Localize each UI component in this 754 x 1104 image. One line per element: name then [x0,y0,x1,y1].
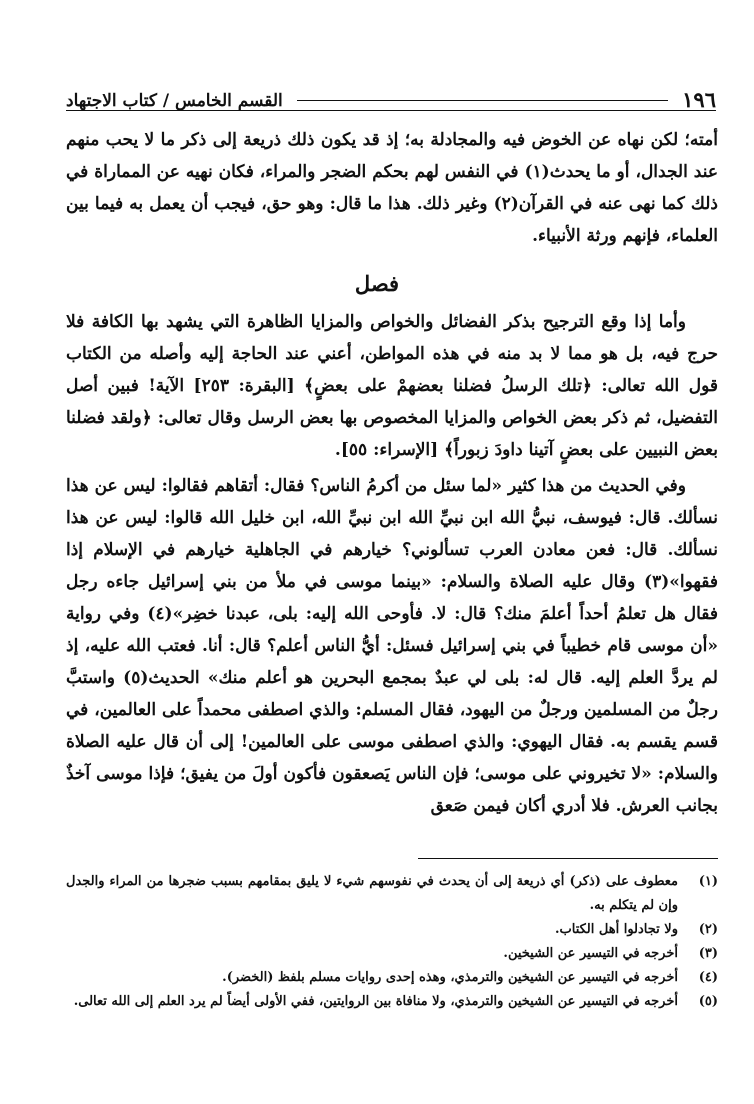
footnotes [66,870,718,1014]
footnote-2 [66,918,718,942]
running-title: القسم الخامس / كتاب الاجتهاد [66,91,283,111]
footnote-number: (٤) [698,970,718,985]
footnote-text: أخرجه في التيسير عن الشيخين. [503,946,678,961]
footnote-text: معطوف على (ذكر) أي ذريعة إلى أن يحدث في نفوسهم شيء لا يليق بمقامهم بسبب ضجرها من المراء والجدل وإن لم يتكلم به. [66,874,678,913]
paragraph-1: أمته؛ لكن نهاه عن الخوض فيه والمجادلة به؛ إذ قد يكون ذلك ذريعة إلى ذكر ما لا يحب منهم عند الجدال، أو ما يحدث(١) في النفس لهم بحكم الضجر والمراء، فكان نهيه عن المماراة في ذلك كما نهى عنه في القرآن(٢) وغير ذلك. هذا ما قال: وهو حق، فيجب أن يعمل به فيما بين العلماء، فإنهم ورثة الأنبياء. [66,130,718,246]
footnote-separator [418,858,718,859]
footnote-number: (٢) [698,922,718,937]
footnote-4 [66,966,718,990]
footnote-text: أخرجه في التيسير عن الشيخين والترمذي، وهذه إحدى روايات مسلم بلفظ (الخضر). [222,970,678,985]
footnote-text: أخرجه في التيسير عن الشيخين والترمذي، ولا منافاة بين الروايتين، ففي الأولى أيضاً لم يرد العلم إلى الله تعالى. [73,994,678,1009]
footnote-5 [66,990,718,1014]
footnote-number: (٥) [698,994,718,1009]
footnote-text: ولا تجادلوا أهل الكتاب. [554,922,678,937]
section-heading: فصل [354,271,400,296]
header-rule [297,100,668,101]
footnote-1 [66,870,718,918]
paragraph-3: وفي الحديث من هذا كثير «لما سئل من أكرمُ الناس؟ فقال: أتقاهم فقالوا: ليس عن هذا نسألك. قال: فيوسف، نبيُّ الله ابن نبيِّ الله ابن نبيِّ الله، ابن خليل الله قالوا: ليس عن هذا نسألك. قال: فعن معادن العرب تسألوني؟ خيارهم في الجاهلية خيارهم في الإسلام إذا فقهوا»(٣) وقال عليه الصلاة والسلام: «بينما موسى في ملأ من بني إسرائيل جاءه رجل فقال هل تعلمُ أحداً أعلمَ منك؟ قال: لا. فأوحى الله إليه: بلى، عبدنا خضِر»(٤) وفي رواية «أن موسى قام خطيباً في بني إسرائيل فسئل: أيُّ الناس أعلم؟ قال: أنا. فعتب الله عليه، إذ لم يردَّ العلم إليه. قال له: بلى لي عبدٌ بمجمع البحرين هو أعلم منك» الحديث(٥) واستبَّ رجلٌ من المسلمين ورجلٌ من اليهود، فقال المسلم: والذي اصطفى محمداً على العالمين، في قسم يقسم به. فقال اليهوي: والذي اصطفى موسى على العالمين! إلى أن قال عليه الصلاة والسلام: «لا تخيروني على موسى؛ فإن الناس يَصعقون فأكون أولَ من يفيق؛ فإذا موسى آخذٌ بجانب العرش. فلا أدري أكان فيمن صَعق [66,476,719,816]
footnote-number: (٣) [698,946,718,961]
page-header [66,86,716,111]
page-number: ١٩٦ [682,87,716,112]
paragraph-2: وأما إذا وقع الترجيح بذكر الفضائل والخواص والمزايا الظاهرة التي يشهد بها الكافة فلا حرج فيه، بل هو مما لا بد منه في هذه المواطن، أعني عند الحاجة إليه وأصله من الكتاب قول الله تعالى: ﴿تلك الرسلُ فضلنا بعضهمْ على بعضٍ﴾ [البقرة: ٢٥٣] الآية! فبين أصل التفضيل، ثم ذكر بعض الخواص والمزايا المخصوص بها بعض الرسل وقال تعالى: ﴿ولقد فضلنا بعض النبيين على بعضٍ آتينا داودَ زبوراً﴾ [الإسراء: ٥٥]. [66,312,719,460]
footnote-number: (١) [698,874,718,889]
footnote-3 [66,942,718,966]
